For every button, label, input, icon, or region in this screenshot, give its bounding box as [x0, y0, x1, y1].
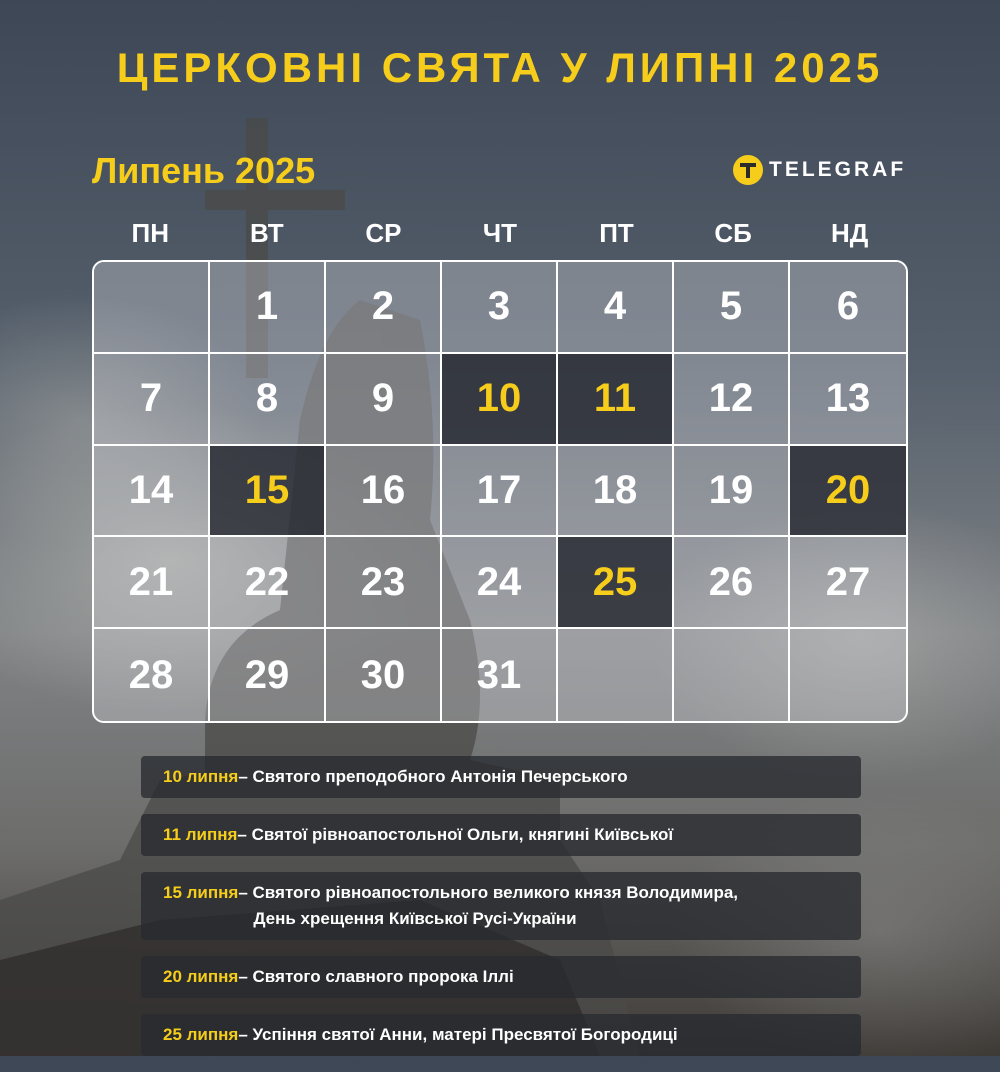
- holiday-list: [141, 756, 861, 1072]
- calendar-day-empty: [790, 629, 906, 721]
- holiday-description-line: – Святого рівноапостольного великого князя Володимира,: [238, 883, 739, 902]
- calendar-day-empty: [674, 629, 790, 721]
- holiday-description-line: – Святого славного пророка Іллі: [238, 967, 514, 986]
- month-label: Липень 2025: [92, 150, 316, 191]
- calendar-day: 17: [442, 446, 558, 538]
- weekday-label: ПТ: [599, 218, 634, 248]
- calendar-day: 20: [790, 446, 906, 538]
- calendar-day: 30: [326, 629, 442, 721]
- calendar-day: 1: [210, 262, 326, 354]
- calendar-day: 15: [210, 446, 326, 538]
- calendar-day: 31: [442, 629, 558, 721]
- calendar-day: 4: [558, 262, 674, 354]
- calendar-day: 8: [210, 354, 326, 446]
- holiday-description: [238, 764, 627, 790]
- weekday-label: СР: [365, 218, 402, 248]
- holiday-date: 10 липня: [163, 767, 239, 786]
- calendar-day: 14: [94, 446, 210, 538]
- holiday-item: [141, 756, 861, 798]
- calendar-day: 7: [94, 354, 210, 446]
- holiday-description: [238, 964, 513, 990]
- calendar-day: 16: [326, 446, 442, 538]
- calendar-day: 24: [442, 537, 558, 629]
- holiday-date: 15 липня: [163, 883, 239, 902]
- calendar-day: 6: [790, 262, 906, 354]
- brand-logo: [733, 155, 906, 185]
- holiday-item: [141, 956, 861, 998]
- holiday-item: [141, 1014, 861, 1056]
- holiday-description-line: – Святої рівноапостольної Ольги, княгині Київської: [237, 825, 674, 844]
- calendar-day: 10: [442, 354, 558, 446]
- calendar-day: 21: [94, 537, 210, 629]
- calendar-day: 3: [442, 262, 558, 354]
- calendar-day-empty: [558, 629, 674, 721]
- telegraf-logo-icon: [733, 155, 763, 185]
- weekday-header: [92, 218, 908, 249]
- holiday-item: [141, 872, 861, 940]
- calendar-day: 18: [558, 446, 674, 538]
- calendar-day: 29: [210, 629, 326, 721]
- holiday-description-line: День хрещення Київської Русі-України: [253, 909, 577, 928]
- weekday-label: ЧТ: [482, 218, 518, 248]
- calendar-day: 25: [558, 537, 674, 629]
- holiday-date: 25 липня: [163, 1025, 239, 1044]
- page-title: ЦЕРКОВНІ СВЯТА У ЛИПНІ 2025: [116, 44, 884, 91]
- holiday-description-line: – Святого преподобного Антонія Печерського: [238, 767, 628, 786]
- holiday-date: 11 липня: [163, 825, 238, 844]
- calendar-grid: [92, 260, 908, 723]
- calendar-day: 9: [326, 354, 442, 446]
- calendar-day: 23: [326, 537, 442, 629]
- weekday-label: ПН: [131, 218, 170, 248]
- holiday-description: [237, 822, 673, 848]
- calendar-day: 19: [674, 446, 790, 538]
- calendar-day-empty: [94, 262, 210, 354]
- calendar-day: 22: [210, 537, 326, 629]
- holiday-description: [238, 880, 738, 932]
- weekday-label: ВТ: [250, 218, 284, 248]
- calendar-day: 12: [674, 354, 790, 446]
- brand-name: TELEGRAF: [769, 158, 907, 181]
- holiday-date: 20 липня: [163, 967, 239, 986]
- calendar-day: 2: [326, 262, 442, 354]
- weekday-label: СБ: [714, 218, 752, 248]
- calendar-day: 27: [790, 537, 906, 629]
- calendar-day: 13: [790, 354, 906, 446]
- calendar-day: 26: [674, 537, 790, 629]
- weekday-label: НД: [831, 218, 869, 248]
- holiday-description-line: – Успіння святої Анни, матері Пресвятої Богородиці: [238, 1025, 678, 1044]
- holiday-description: [238, 1022, 677, 1048]
- holiday-item: [141, 814, 861, 856]
- calendar-day: 11: [558, 354, 674, 446]
- calendar-day: 28: [94, 629, 210, 721]
- calendar-day: 5: [674, 262, 790, 354]
